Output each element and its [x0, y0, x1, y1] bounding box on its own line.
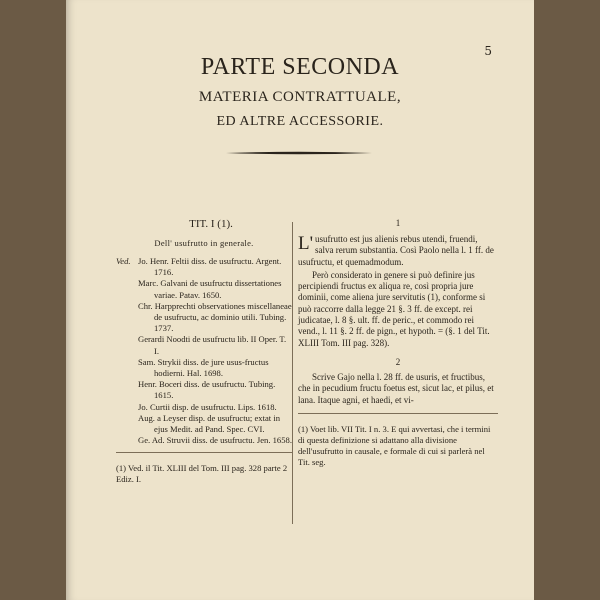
reference-item: Jo. Curtii disp. de usufructu. Lips. 1618.: [138, 401, 277, 412]
book-page: [66, 0, 534, 600]
part-title: PARTE SECONDA: [200, 54, 400, 80]
part-subtitle-line2: ED ALTRE ACCESSORIE.: [216, 114, 384, 129]
paragraph-2: Scrive Gajo nella l. 28 ff. de usuris, et fructibus, che in pecudium fructu foetus est, sicut lac, et pilus, et lana. Itaque agni, et haedi, et vi-: [298, 371, 494, 405]
column-divider: [292, 222, 293, 524]
footnote-rule: [298, 413, 498, 414]
reference-item: Ge. Ad. Struvii diss. de usufructu. Jen. 1658.: [138, 435, 292, 446]
page-number: 5: [484, 44, 492, 58]
section-subheading: Dell' usufrutto in generale.: [154, 238, 254, 248]
reference-item: Aug. a Leyser disp. de usufructu; extat in ejus Medit. ad Pand. Spec. CVI.: [138, 412, 280, 435]
ved-label: Ved.: [116, 256, 131, 266]
reference-item: Sam. Strykii diss. de jure usus-fructus hodierni. Hal. 1698.: [138, 356, 269, 379]
reference-item: Chr. Harpprechti observationes miscellaneae de usufructu, ac dominio utili. Tubing. 1737.: [138, 300, 292, 334]
footnote-rule: [116, 452, 292, 453]
drop-capital: L': [298, 233, 314, 254]
paragraph-1: L' usufrutto est jus alienis rebus utendi, fruendi, salva rerum substantia. Così Paolo nella l. 1 ff. de usufructu, et quemadmodum. Però considerato in genere si può definire jus percipiendi fructus ex aliqua re, così propria jure dominii, come aliena jure servitutis (1), conforme si può raccorre dalla legge 21 §. 3 ff. de except. rei judicatae, l. 8 §. ult. ff. de peric., et commodo rei vend., l. 11 §. 2 ff. de pign., et hypoth. = (§. 1 del Tit. XLIII Tom. III pag. 328).: [298, 233, 494, 348]
ornamental-rule: [226, 151, 372, 155]
footnote-left: (1) Ved. il Tit. XLIII del Tom. III pag. 328 parte 2 Ediz. I.: [116, 463, 288, 485]
title-heading: TIT. I (1).: [189, 218, 233, 230]
reference-list: [116, 256, 292, 446]
part-subtitle-line1: MATERIA CONTRATTUALE,: [198, 89, 402, 105]
paragraph-number-2: 2: [395, 356, 401, 367]
reference-item: Henr. Boceri diss. de usufructu. Tubing. 1615.: [138, 379, 276, 401]
paragraph-number-1: 1: [395, 218, 401, 228]
reference-item: Marc. Galvani de usufructu dissertationes variae. Patav. 1650.: [138, 278, 282, 300]
left-column: [116, 218, 292, 485]
reference-item: Gerardi Noodti de usufructu lib. II Oper. T. I.: [138, 334, 287, 356]
right-column: [298, 218, 498, 468]
footnote-right: (1) Voet lib. VII Tit. I n. 3. E qui avvertasi, che i termini di questa definizione si adattano alla divisione dell'usufrutto in causale, e formale di cui si parlerà nel Tit. seg.: [298, 423, 491, 467]
reference-item: Ved. Jo. Henr. Feltii diss. de usufructu. Argent. 1716.: [116, 256, 282, 278]
